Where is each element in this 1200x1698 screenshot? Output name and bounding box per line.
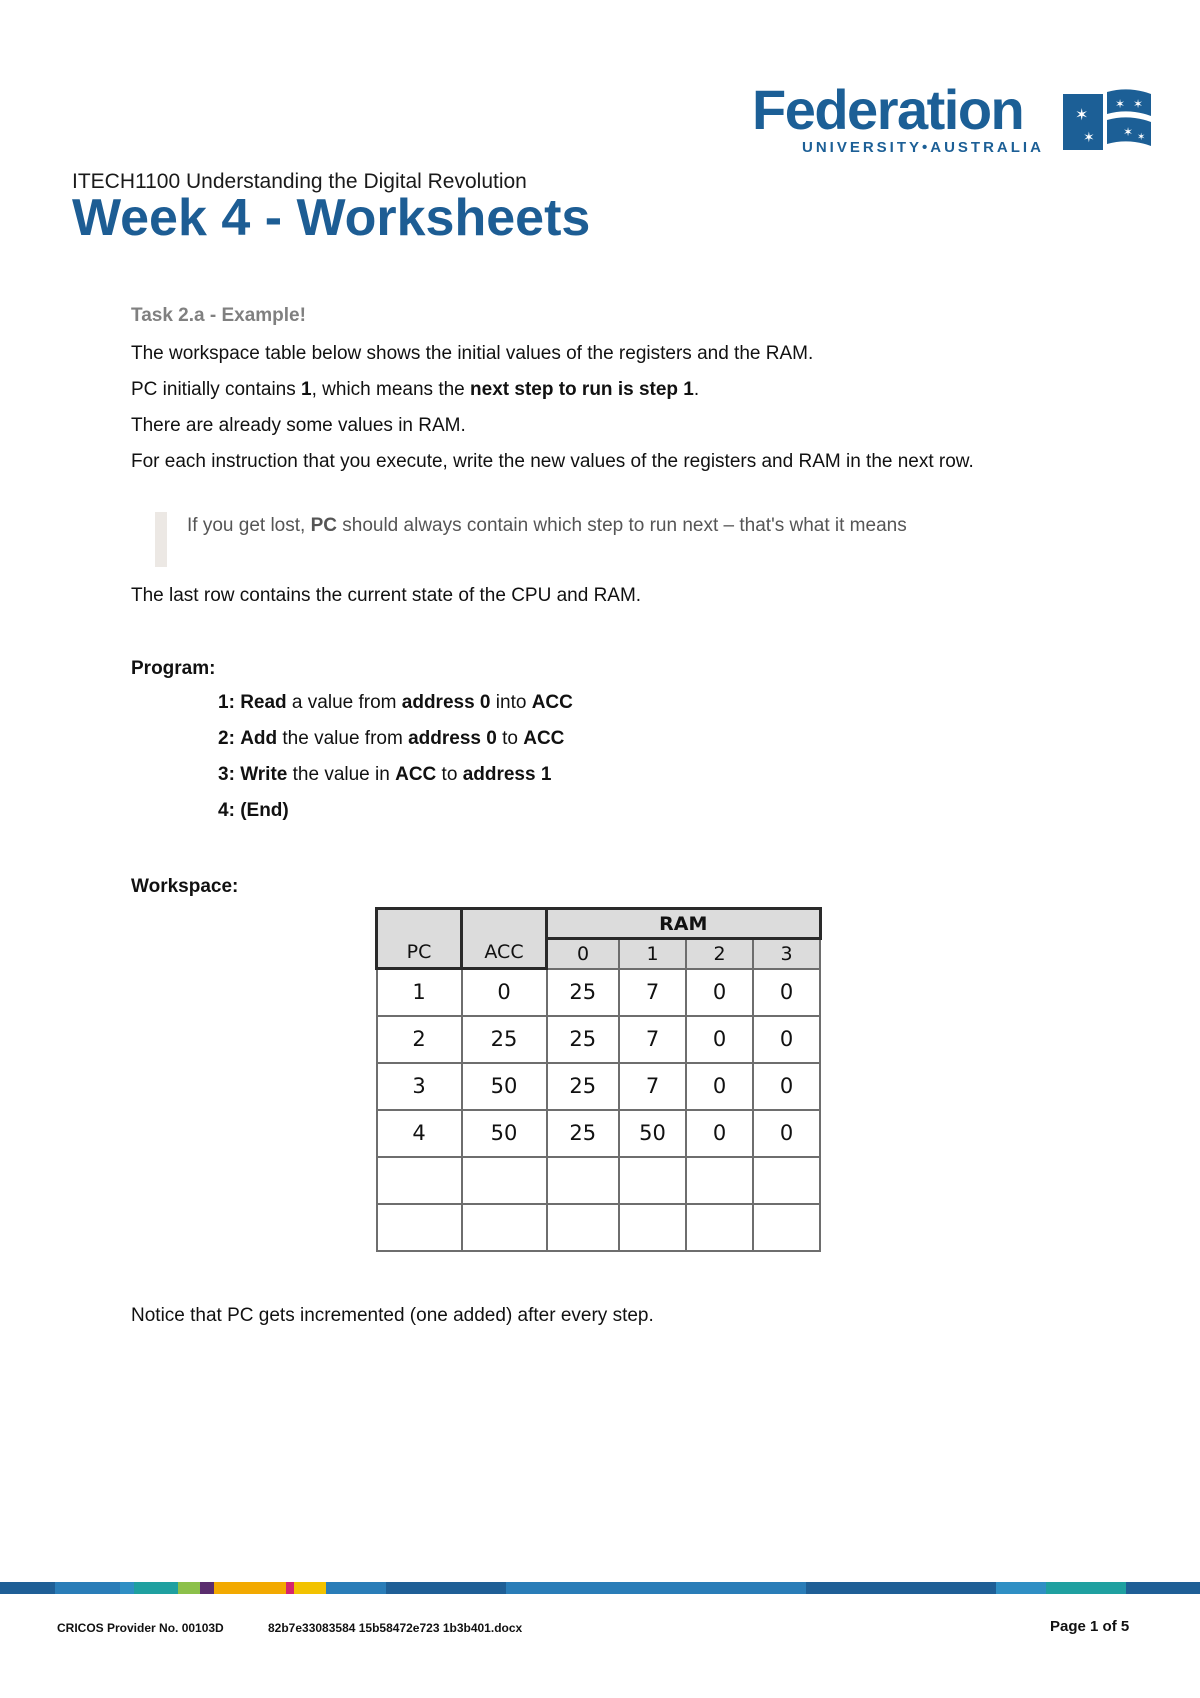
- table-cell: 0: [753, 1110, 820, 1157]
- header-ram: RAM: [547, 909, 821, 939]
- step-number: 3:: [218, 764, 235, 785]
- header-acc: ACC: [462, 909, 547, 969]
- logo-wordmark: Federation: [752, 78, 1024, 141]
- table-row: [377, 969, 821, 1016]
- table-cell: [753, 1157, 820, 1204]
- table-cell: 0: [753, 1016, 820, 1063]
- table-cell: [462, 1204, 547, 1251]
- table-row: [377, 1016, 821, 1063]
- table-cell: 0: [686, 969, 753, 1016]
- table-cell: 0: [686, 1016, 753, 1063]
- svg-text:✶: ✶: [1137, 132, 1146, 143]
- table-cell: 2: [377, 1016, 462, 1063]
- text-span: to: [436, 764, 463, 785]
- table-cell: 7: [619, 1016, 686, 1063]
- text-span: PC initially contains: [131, 379, 302, 400]
- svg-text:✶: ✶: [1083, 129, 1095, 145]
- program-step: [218, 764, 551, 786]
- paragraph-last-row: The last row contains the current state of the CPU and RAM.: [131, 585, 642, 606]
- table-cell: [686, 1204, 753, 1251]
- table-cell: 50: [462, 1063, 547, 1110]
- footer-page-number: Page 1 of 5: [1050, 1618, 1130, 1635]
- table-cell: 25: [462, 1016, 547, 1063]
- table-cell: 0: [462, 969, 547, 1016]
- table-cell: [547, 1157, 620, 1204]
- flag-emblem-icon: [1063, 86, 1153, 158]
- table-cell: 25: [547, 1016, 620, 1063]
- table-cell: [377, 1157, 462, 1204]
- step-number: 2:: [218, 728, 235, 749]
- table-cell: 25: [547, 969, 620, 1016]
- table-header-row: [377, 909, 821, 939]
- program-step: [218, 800, 289, 822]
- quote-bar: [155, 512, 167, 567]
- program-step: [218, 692, 573, 714]
- table-cell: 25: [547, 1110, 620, 1157]
- table-cell: 0: [686, 1110, 753, 1157]
- step-verb: Read: [240, 692, 287, 713]
- table-cell: [619, 1157, 686, 1204]
- table-row: [377, 1110, 821, 1157]
- svg-text:✶: ✶: [1115, 97, 1126, 111]
- table-cell: 0: [753, 969, 820, 1016]
- paragraph-instructions: For each instruction that you execute, write the new values of the registers and RAM in the next row.: [131, 451, 974, 472]
- text-span: should always contain which step to run next – that's what it means: [336, 515, 907, 536]
- program-step: [218, 728, 564, 750]
- footer-provider: CRICOS Provider No. 00103D: [57, 1621, 224, 1635]
- table-cell: 50: [619, 1110, 686, 1157]
- table-cell: 1: [377, 969, 462, 1016]
- header-ram-2: 2: [686, 939, 753, 969]
- text-span: .: [693, 379, 700, 400]
- task-heading: Task 2.a - Example!: [131, 305, 306, 326]
- page-title: Week 4 - Worksheets: [72, 189, 591, 247]
- text-span: the value from: [277, 728, 409, 749]
- text-span: to: [496, 728, 524, 749]
- course-name: ITECH1100 Understanding the Digital Revolution: [72, 170, 527, 193]
- logo-tagline: UNIVERSITY•AUSTRALIA: [802, 139, 1044, 156]
- table-cell: 7: [619, 969, 686, 1016]
- table-cell: 3: [377, 1063, 462, 1110]
- bold-span: address 0: [401, 692, 491, 713]
- svg-text:✶: ✶: [1133, 97, 1144, 111]
- step-verb: (End): [240, 800, 289, 821]
- text-span: a value from: [286, 692, 402, 713]
- step-number: 4:: [218, 800, 235, 821]
- federation-logo: [752, 78, 1154, 162]
- text-span: If you get lost,: [187, 515, 311, 536]
- header-ram-0: 0: [547, 939, 620, 969]
- quote-note: [187, 512, 907, 540]
- paragraph-notice: Notice that PC gets incremented (one added) after every step.: [131, 1305, 654, 1326]
- table-row: [377, 1063, 821, 1110]
- table-cell: 50: [462, 1110, 547, 1157]
- header-pc: PC: [377, 909, 462, 969]
- program-label: Program:: [131, 658, 216, 679]
- step-number: 1:: [218, 692, 235, 713]
- header-ram-3: 3: [753, 939, 820, 969]
- svg-text:✶: ✶: [1075, 107, 1089, 124]
- table-cell: [547, 1204, 620, 1251]
- footer-filename: 82b7e33083584 15b58472e723 1b3b401.docx: [268, 1621, 523, 1635]
- bold-span: address 1: [462, 764, 552, 785]
- table-cell: 0: [753, 1063, 820, 1110]
- bold-span: ACC: [531, 692, 573, 713]
- header-ram-1: 1: [619, 939, 686, 969]
- table-cell: [462, 1157, 547, 1204]
- table-cell: [753, 1204, 820, 1251]
- table-cell: [619, 1204, 686, 1251]
- table-cell: [686, 1157, 753, 1204]
- table-row-empty: [377, 1204, 821, 1251]
- paragraph-pc-initial: [131, 376, 1001, 403]
- paragraph-workspace-intro: The workspace table below shows the initial values of the registers and the RAM.: [131, 343, 814, 364]
- table-cell: [377, 1204, 462, 1251]
- paragraph-ram-values: There are already some values in RAM.: [131, 415, 466, 436]
- bold-span: 1: [301, 379, 312, 400]
- bold-span: address 0: [408, 728, 497, 749]
- step-verb: Add: [240, 728, 278, 749]
- table-row-empty: [377, 1157, 821, 1204]
- workspace-table: [375, 907, 822, 1252]
- table-cell: 25: [547, 1063, 620, 1110]
- step-verb: Write: [240, 764, 288, 785]
- table-cell: 4: [377, 1110, 462, 1157]
- bold-span: PC: [310, 515, 337, 536]
- bold-span: next step to run is step 1: [470, 379, 694, 400]
- text-span: the value in: [287, 764, 396, 785]
- footer-color-bar: [0, 1582, 1200, 1594]
- table-cell: 7: [619, 1063, 686, 1110]
- text-span: into: [490, 692, 532, 713]
- bold-span: ACC: [395, 764, 437, 785]
- svg-text:✶: ✶: [1123, 125, 1134, 139]
- text-span: , which means the: [311, 379, 471, 400]
- bold-span: ACC: [523, 728, 565, 749]
- table-cell: 0: [686, 1063, 753, 1110]
- workspace-label: Workspace:: [131, 876, 239, 897]
